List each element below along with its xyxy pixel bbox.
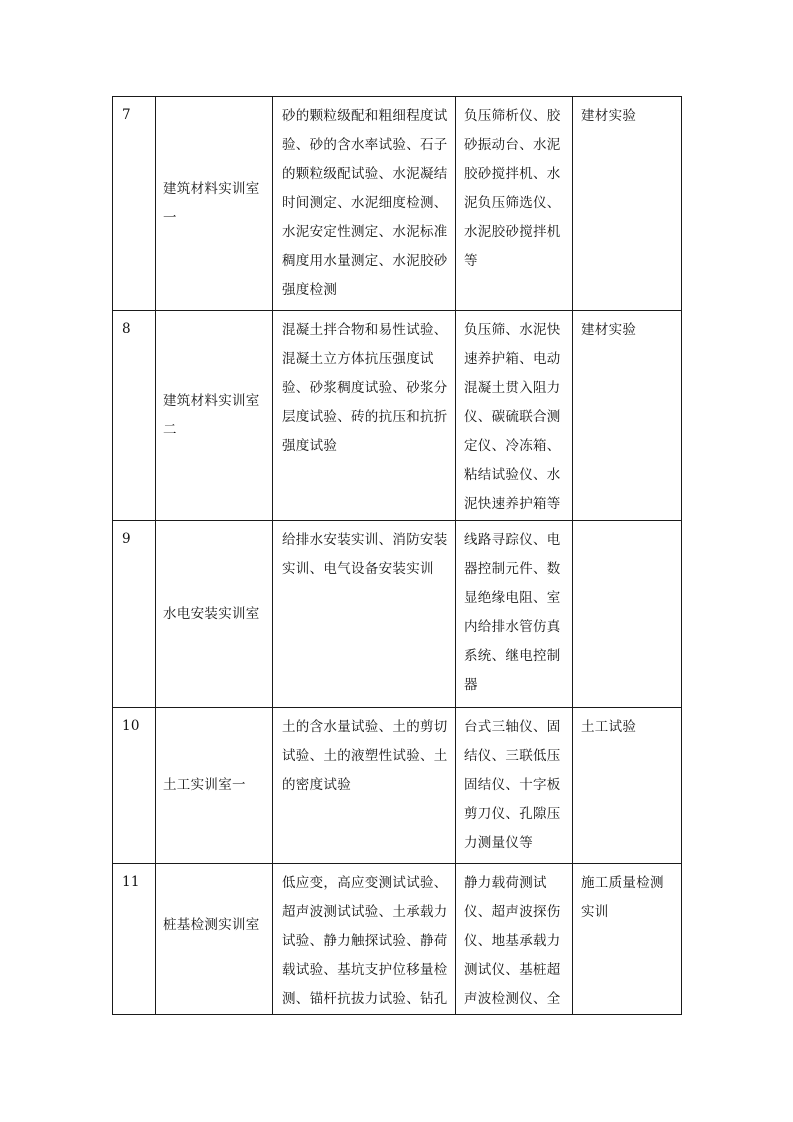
room-name: 建筑材料实训室二 — [156, 311, 273, 521]
purpose: 建材实验 — [573, 97, 682, 311]
facility-table — [112, 96, 682, 1015]
table-row — [113, 864, 682, 1015]
room-name: 桩基检测实训室 — [156, 864, 273, 1015]
row-number: 9 — [113, 521, 156, 708]
row-number: 10 — [113, 708, 156, 864]
table-row — [113, 708, 682, 864]
equipment-list: 线路寻踪仪、电器控制元件、数显绝缘电阻、室内给排水管仿真系统、继电控制器 — [456, 521, 573, 708]
room-name: 建筑材料实训室一 — [156, 97, 273, 311]
row-number: 8 — [113, 311, 156, 521]
equipment-list: 负压筛析仪、胶砂振动台、水泥胶砂搅拌机、水泥负压筛选仪、水泥胶砂搅拌机等 — [456, 97, 573, 311]
training-content: 给排水安装实训、消防安装实训、电气设备安装实训 — [273, 521, 456, 708]
table-row — [113, 97, 682, 311]
training-content: 低应变，高应变测试试验、超声波测试试验、土承载力试验、静力触探试验、静荷载试验、基坑支护位移量检测、锚杆抗拔力试验、钻孔 — [273, 864, 456, 1015]
purpose — [573, 521, 682, 708]
purpose: 建材实验 — [573, 311, 682, 521]
training-content: 混凝土拌合物和易性试验、混凝土立方体抗压强度试验、砂浆稠度试验、砂浆分层度试验、砖的抗压和抗折强度试验 — [273, 311, 456, 521]
row-number: 11 — [113, 864, 156, 1015]
training-content: 土的含水量试验、土的剪切试验、土的液塑性试验、土的密度试验 — [273, 708, 456, 864]
room-name: 水电安装实训室 — [156, 521, 273, 708]
table-row — [113, 521, 682, 708]
room-name: 土工实训室一 — [156, 708, 273, 864]
training-content: 砂的颗粒级配和粗细程度试验、砂的含水率试验、石子的颗粒级配试验、水泥凝结时间测定、水泥细度检测、水泥安定性测定、水泥标准稠度用水量测定、水泥胶砂强度检测 — [273, 97, 456, 311]
row-number: 7 — [113, 97, 156, 311]
equipment-list: 负压筛、水泥快速养护箱、电动混凝土贯入阻力仪、碳硫联合测定仪、冷冻箱、粘结试验仪、水泥快速养护箱等 — [456, 311, 573, 521]
table-row — [113, 311, 682, 521]
equipment-list: 静力载荷测试仪、超声波探伤仪、地基承载力测试仪、基桩超声波检测仪、全 — [456, 864, 573, 1015]
purpose: 施工质量检测实训 — [573, 864, 682, 1015]
equipment-list: 台式三轴仪、固结仪、三联低压固结仪、十字板剪刀仪、孔隙压力测量仪等 — [456, 708, 573, 864]
purpose: 土工试验 — [573, 708, 682, 864]
